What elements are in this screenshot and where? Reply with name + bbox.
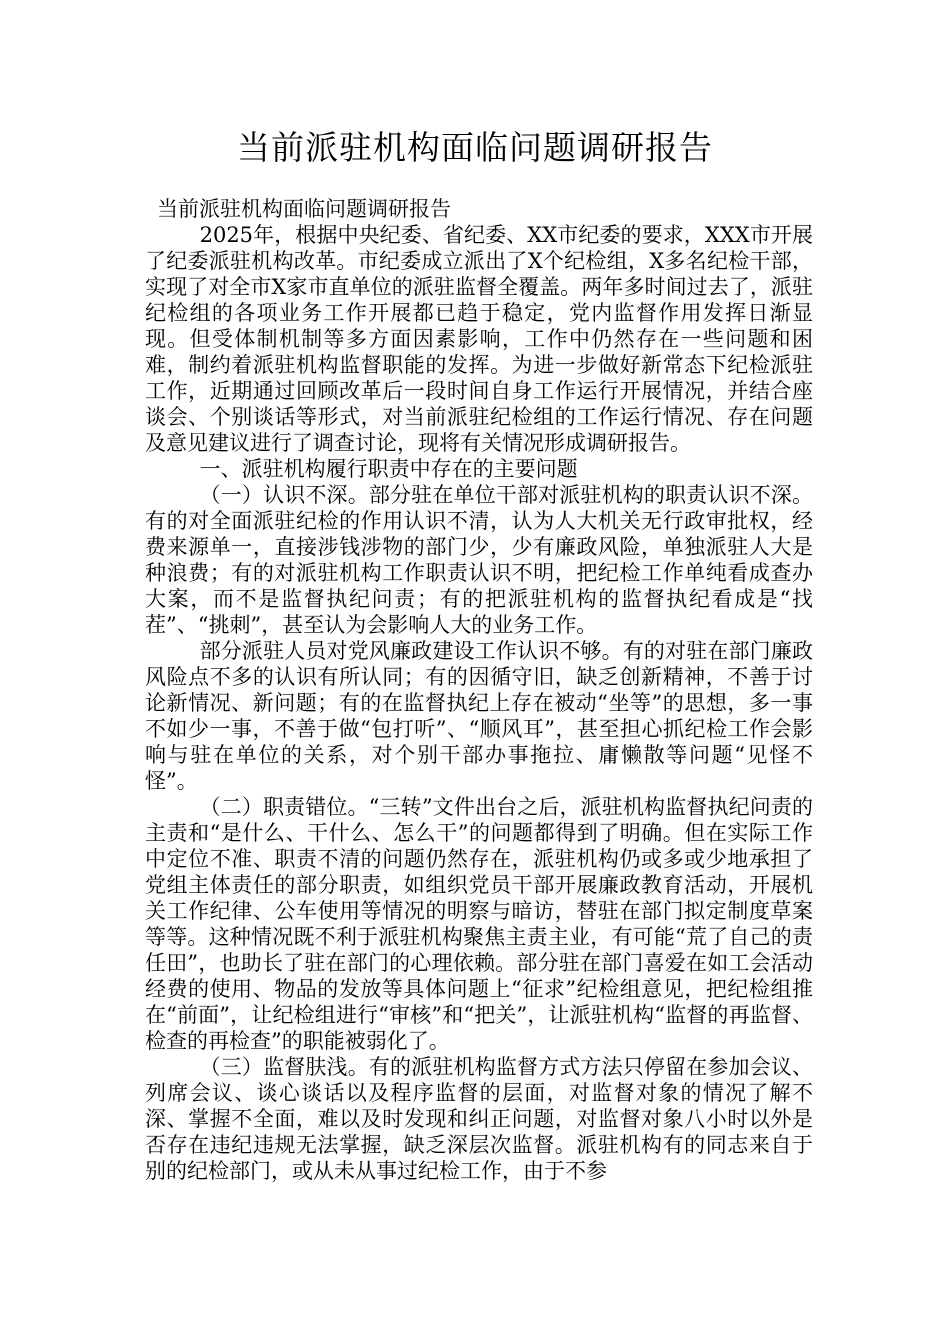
paragraph-superficial-supervision: （三）监督肤浅。有的派驻机构监督方式方法只停留在参加会议、列席会议、谈心谈话以及程序监督的层面，对监督对象的情况了解不深、掌握不全面，难以及时发现和纠正问题，对监督对象八小时以外是否存在违纪违规无法掌握，缺乏深层次监督。派驻机构有的同志来自于别的纪检部门，或从未从事过纪检工作，由于不参 (145, 1055, 813, 1183)
section-heading-problems: 一、派驻机构履行职责中存在的主要问题 (199, 457, 578, 481)
document-subtitle: 当前派驻机构面临问题调研报告 (157, 197, 451, 221)
paragraph-intro: 2025年，根据中央纪委、省纪委、XX市纪委的要求，XXX市开展了纪委派驻机构改革。市纪委成立派出了X个纪检组，X多名纪检干部，实现了对全市X家市直单位的派驻监督全覆盖。两年多时间过去了，派驻纪检组的各项业务工作开展都已趋于稳定，党内监督作用发挥日渐显现。但受体制机制等多方面因素影响，工作中仍然存在一些问题和困难，制约着派驻机构监督职能的发挥。为进一步做好新常态下纪检派驻工作，近期通过回顾改革后一段时间自身工作运行开展情况，并结合座谈会、个别谈话等形式，对当前派驻纪检组的工作运行情况、存在问题及意见建议进行了调查讨论，现将有关情况形成调研报告。 (145, 223, 813, 455)
document-title: 当前派驻机构面临问题调研报告 (237, 128, 713, 167)
paragraph-staff-awareness: 部分派驻人员对党风廉政建设工作认识不够。有的对驻在部门廉政风险点不多的认识有所认同；有的因循守旧，缺乏创新精神，不善于讨论新情况、新问题；有的在监督执纪上存在被动“坐等”的思想，多一事不如少一事，不善于做“包打听”、“顺风耳”，甚至担心抓纪检工作会影响与驻在单位的关系，对个别干部办事拖拉、庸懒散等问题“见怪不怪”。 (145, 639, 813, 793)
paragraph-shallow-understanding: （一）认识不深。部分驻在单位干部对派驻机构的职责认识不深。有的对全面派驻纪检的作用认识不清，认为人大机关无行政审批权，经费来源单一，直接涉钱涉物的部门少，少有廉政风险，单独派驻人大是种浪费；有的对派驻机构工作职责认识不明，把纪检工作单纯看成查办大案，而不是监督执纪问责；有的把派驻机构的监督执纪看成是“找茬”、“挑刺”，甚至认为会影响人大的业务工作。 (145, 483, 813, 637)
document-body (145, 196, 813, 1184)
paragraph-role-misplacement: （二）职责错位。“三转”文件出台之后，派驻机构监督执纪问责的主责和“是什么、干什么、怎么干”的问题都得到了明确。但在实际工作中定位不准、职责不清的问题仍然存在，派驻机构仍或多或少地承担了党组主体责任的部分职责，如组织党员干部开展廉政教育活动，开展机关工作纪律、公车使用等情况的明察与暗访，替驻在部门拟定制度草案等等。这种情况既不利于派驻机构聚焦主责主业，有可能“荒了自己的责任田”，也助长了驻在部门的心理依赖。部分驻在部门喜爱在如工会活动经费的使用、物品的发放等具体问题上“征求”纪检组意见，把纪检组推在“前面”，让纪检组进行“审核”和“把关”，让派驻机构“监督的再监督、检查的再检查”的职能被弱化了。 (145, 795, 813, 1053)
